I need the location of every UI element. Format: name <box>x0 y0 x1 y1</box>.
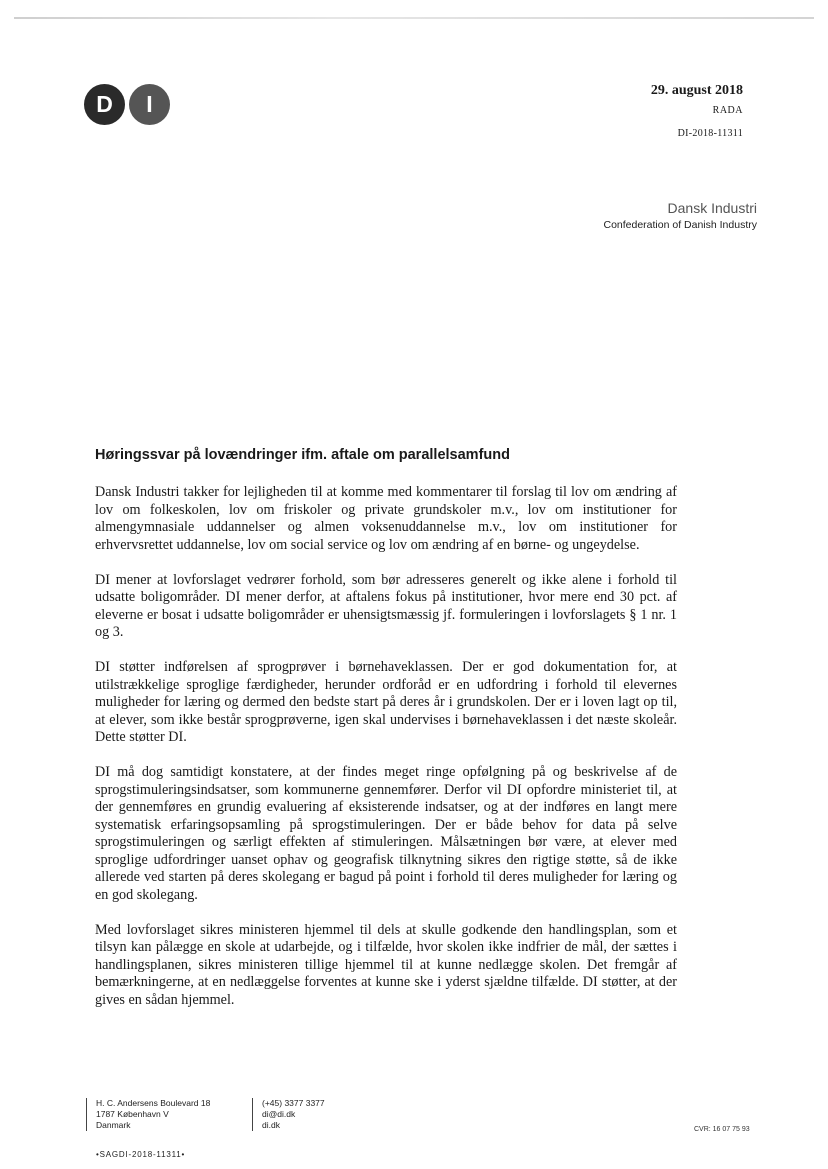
letter-meta <box>651 82 743 141</box>
logo-letter-d: D <box>84 84 125 125</box>
contact-website: di.dk <box>262 1120 280 1130</box>
body-paragraph: Dansk Industri takker for lejligheden til at komme med kommentarer til forslag til lov om ændring af lov om folkeskolen, lov om friskoler og private grundskoler m.v., lov om institutioner for almengymnasiale uddannelser og almen voksenuddannelse m.v., lov om institutioner for erhvervsrettet uddannelse, lov om social service og lov om ændring af en børne- og ungeydelse. <box>95 484 677 553</box>
document-id: •SAGDI-2018-11311• <box>96 1150 186 1159</box>
letter-body <box>95 484 677 1027</box>
contact-phone: (+45) 3377 3377 <box>262 1098 325 1108</box>
body-paragraph: Med lovforslaget sikres ministeren hjemmel til dels at skulle godkende den handlingsplan, som et tilsyn kan pålægge en skole at udarbejde, og i tilfælde, hvor skolen ikke indfrier de mål, der sættes i handlingsplanen, sikres ministeren tillige hjemmel til at kunne nedlægge skolen. Det fremgår af bemærkningerne, at en nedlæggelse forventes at kunne ske i yderst sjældne tilfælde. DI støtter, at der gives en sådan hjemmel. <box>95 921 677 1008</box>
logo-letter-i: I <box>129 84 170 125</box>
body-paragraph: DI må dog samtidigt konstatere, at der findes meget ringe opfølgning på og beskrivelse af de sprogstimuleringsindsatser, som kommunerne gennemfører. Derfor vil DI opfordre ministeriet til, at der gennemføres en grundig evaluering af eksisterende indsatser, og at der indføres en langt mere systematisk erfaringsopsamling på sprogstimuleringen. Der er både behov for data på selve sprogstimuleringen og særligt effekten af stimuleringen. Målsætningen bør være, at elever med sproglige udfordringer uanset ophav og geografisk tilknytning sikres den rigtige støtte, så de ikke allerede ved starten på deres skolegang er bagud på point i forhold til deres muligheder for læring og en god skolegang. <box>95 764 677 903</box>
author-initials: RADA <box>712 105 743 116</box>
document-title: Høringssvar på lovændringer ifm. aftale om parallelsamfund <box>95 447 510 463</box>
organization-name-english: Confederation of Danish Industry <box>603 219 757 231</box>
reference-number: DI-2018-11311 <box>677 128 743 139</box>
address-street: H. C. Andersens Boulevard 18 <box>96 1098 211 1108</box>
body-paragraph: DI mener at lovforslaget vedrører forhold, som bør adresseres generelt og ikke alene i forhold til udsatte boligområder. DI mener derfor, at aftalens fokus på institutioner, hvor mere end 30 pct. af eleverne er bosat i udsatte boligområder er uhensigtsmæssig jf. formuleringen i lovforslagets § 1 nr. 1 og 3. <box>95 571 677 640</box>
cvr-number: CVR: 16 07 75 93 <box>694 1126 750 1133</box>
footer-contact <box>252 1098 382 1131</box>
organization-name: Dansk Industri <box>667 200 757 216</box>
di-logo <box>84 84 170 125</box>
contact-email: di@di.dk <box>262 1109 296 1119</box>
letter-date: 29. august 2018 <box>650 83 743 98</box>
address-country: Danmark <box>96 1120 131 1130</box>
scan-edge-line <box>14 17 814 19</box>
footer-address <box>86 1098 256 1131</box>
address-city: 1787 København V <box>96 1109 169 1119</box>
organization-block <box>603 200 757 232</box>
body-paragraph: DI støtter indførelsen af sprogprøver i børnehaveklassen. Der er god dokumentation for, at utilstrækkelige sproglige færdigheder, herunder ordforåd er en udfordring i forhold til elevernes muligheder for læring og dermed den bedste start på deres år i grundskolen. Der er i loven lagt op til, at elever, som ikke består sprogprøverne, igen skal undervises i børnehaveklassen i det næste skoleår. Dette støtter DI. <box>95 659 677 745</box>
